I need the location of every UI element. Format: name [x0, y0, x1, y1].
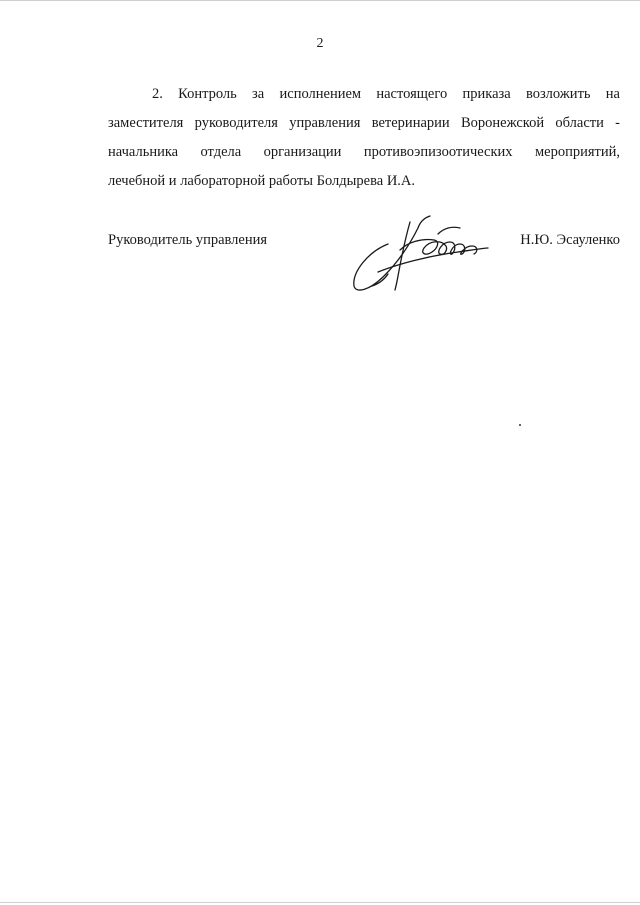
paragraph-line: лечебной и лабораторной работы Болдырева И.А.: [108, 173, 416, 189]
page-number: 2: [316, 36, 324, 51]
signatory-name: Н.Ю. Эсауленко: [520, 232, 620, 248]
page-edge-top: [0, 0, 640, 1]
control-paragraph: [108, 80, 620, 196]
page-edge-bottom: [0, 902, 640, 903]
handwritten-signature: [348, 214, 490, 296]
scan-speck: [519, 424, 521, 426]
paragraph-line: 2. Контроль за исполнением настоящего приказа возложить на: [152, 86, 620, 102]
signatory-position: Руководитель управления: [108, 232, 268, 248]
paragraph-line: начальника отдела организации противоэпизоотических мероприятий,: [108, 144, 620, 160]
paragraph-line: заместителя руководителя управления ветеринарии Воронежской области -: [108, 115, 620, 131]
